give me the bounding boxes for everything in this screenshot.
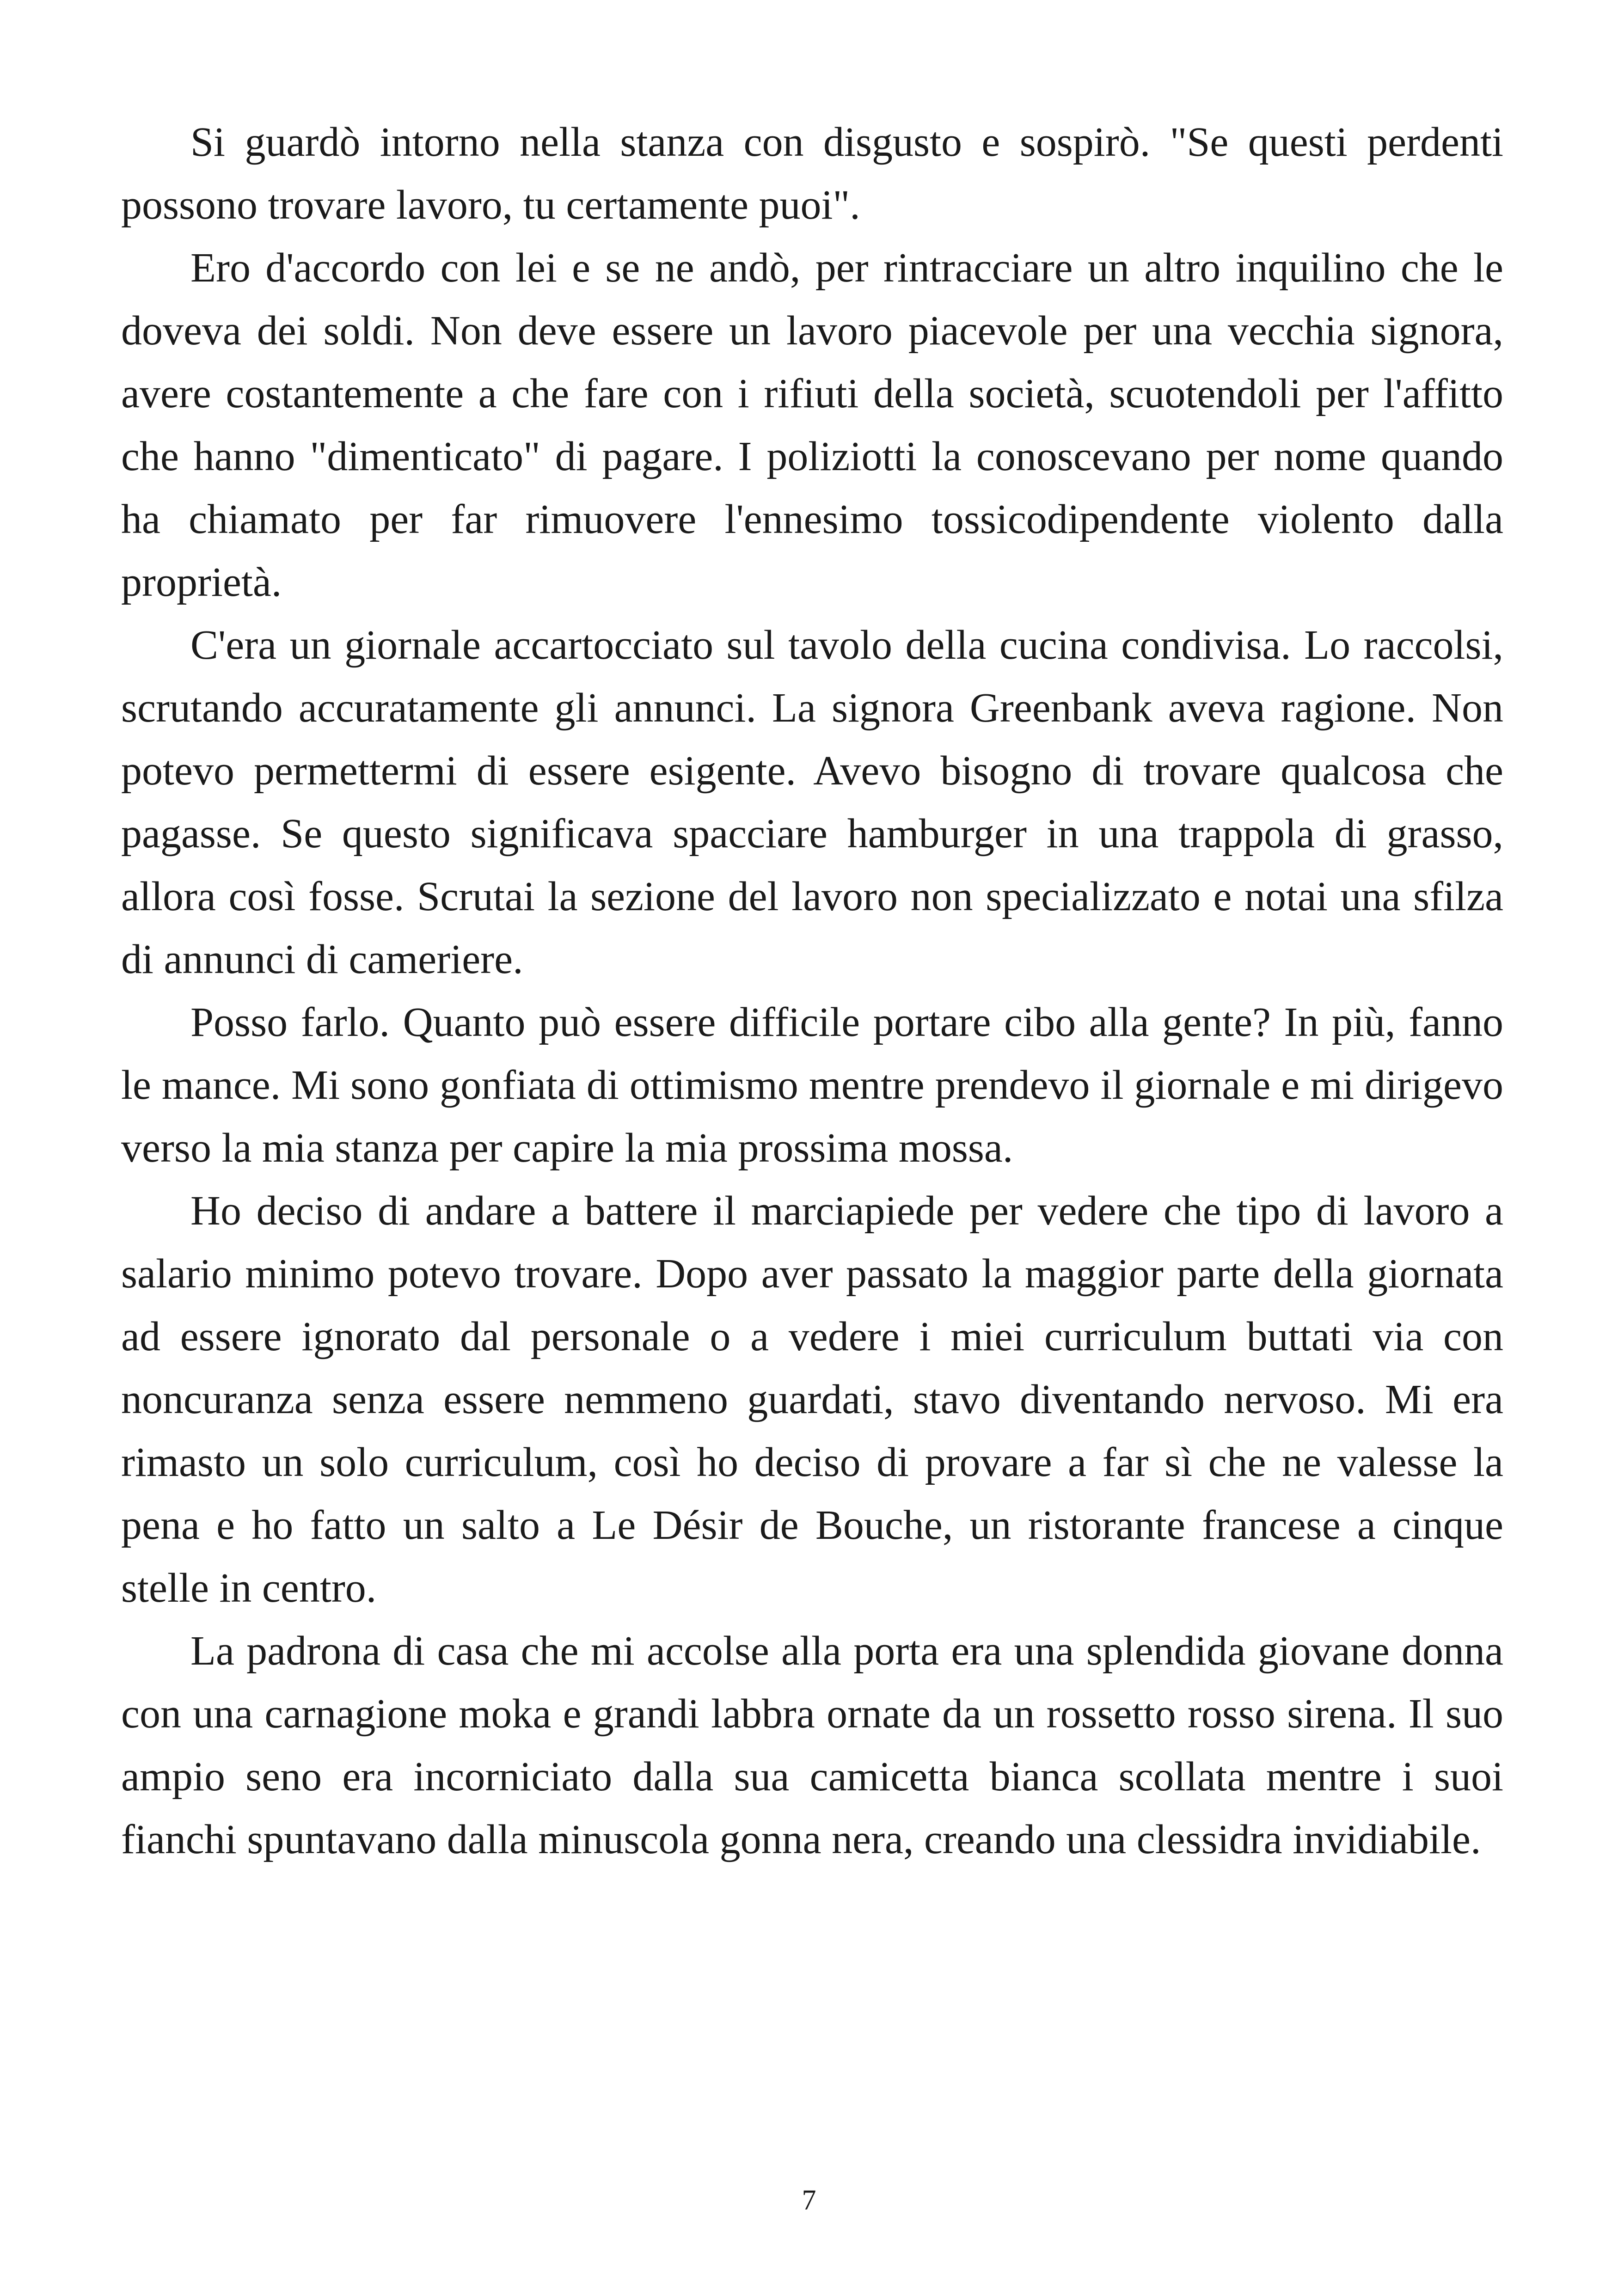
page-number: 7 xyxy=(802,2185,816,2216)
paragraph-5: Ho deciso di andare a battere il marciapiede per vedere che tipo di lavoro a salario minimo potevo trovare. Dopo aver passato la maggior parte della giornata ad essere ignorato dal personale o a vedere i miei curriculum buttati via con noncuranza senza essere nemmeno guardati, stavo diventando nervoso. Mi era rimasto un solo curriculum, così ho deciso di provare a far sì che ne valesse la pena e ho fatto un salto a Le Désir de Bouche, un ristorante francese a cinque stelle in centro. xyxy=(121,1188,1503,1611)
paragraph-1: Si guardò intorno nella stanza con disgusto e sospirò. "Se questi perdenti possono trovare lavoro, tu certamente puoi". xyxy=(121,119,1503,228)
paragraph-2: Ero d'accordo con lei e se ne andò, per rintracciare un altro inquilino che le doveva dei soldi. Non deve essere un lavoro piacevole per una vecchia signora, avere costantemente a che fare con i rifiuti della società, scuotendoli per l'affitto che hanno "dimenticato" di pagare. I poliziotti la conoscevano per nome quando ha chiamato per far rimuovere l'ennesimo tossicodipendente violento dalla proprietà. xyxy=(121,245,1503,605)
paragraph-4: Posso farlo. Quanto può essere difficile portare cibo alla gente? In più, fanno le mance. Mi sono gonfiata di ottimismo mentre prendevo il giornale e mi dirigevo verso la mia stanza per capire la mia prossima mossa. xyxy=(121,999,1503,1171)
paragraph-6: La padrona di casa che mi accolse alla porta era una splendida giovane donna con una carnagione moka e grandi labbra ornate da un rossetto rosso sirena. Il suo ampio seno era incorniciato dalla sua camicetta bianca scollata mentre i suoi fianchi spuntavano dalla minuscola gonna nera, creando una clessidra invidiabile. xyxy=(121,1628,1503,1862)
paragraph-3: C'era un giornale accartocciato sul tavolo della cucina condivisa. Lo raccolsi, scrutando accuratamente gli annunci. La signora Greenbank aveva ragione. Non potevo permettermi di essere esigente. Avevo bisogno di trovare qualcosa che pagasse. Se questo significava spacciare hamburger in una trappola di grasso, allora così fosse. Scrutai la sezione del lavoro non specializzato e notai una sfilza di annunci di cameriere. xyxy=(121,622,1503,982)
body-text xyxy=(121,111,1503,1871)
